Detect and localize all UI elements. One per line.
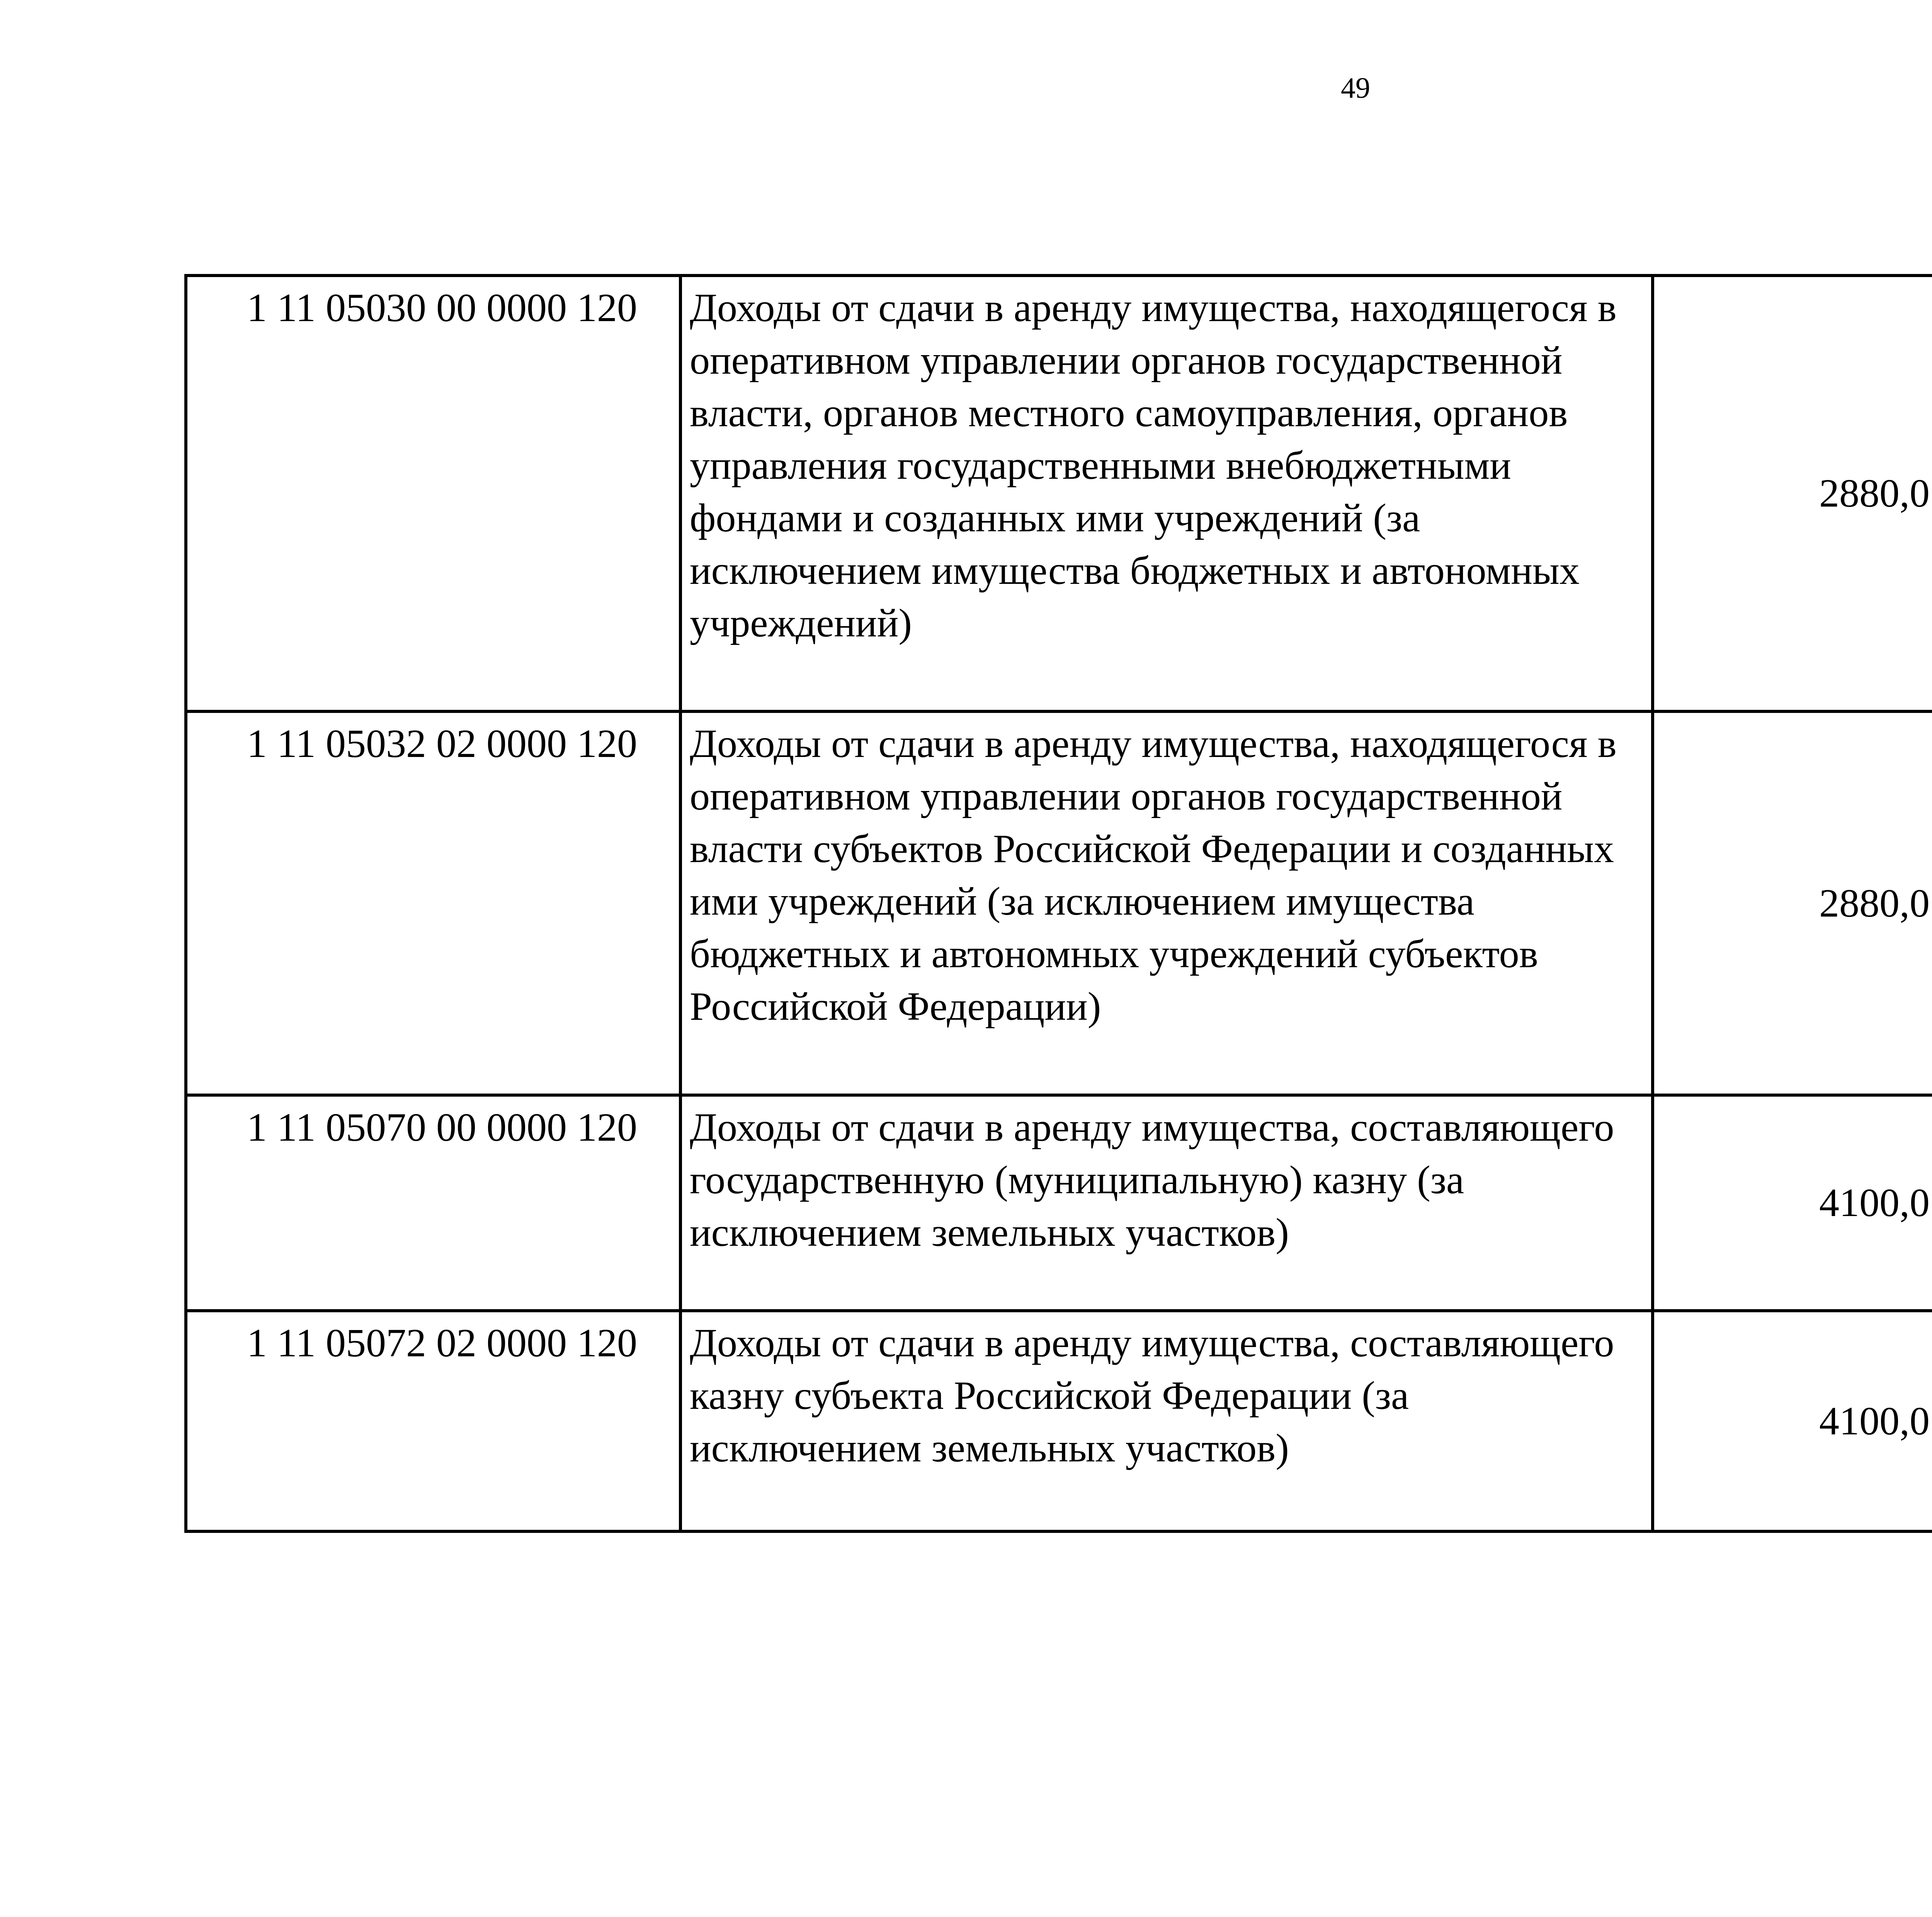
- table-row: [186, 1311, 1932, 1531]
- description-cell: Доходы от сдачи в аренду имущества, находящегося в оперативном управлении органов государственной власти, органов местного самоуправления, органов управления государственными внебюджетными фондами и созданных ими учреждений (за исключением имущества бюджетных и автономных учреждений): [680, 276, 1653, 711]
- description-cell: Доходы от сдачи в аренду имущества, составляющего казну субъекта Российской Федерации (за исключением земельных участков): [680, 1311, 1653, 1531]
- table-row: [186, 711, 1932, 1095]
- page-number: 49: [1341, 72, 1370, 104]
- table-row: [186, 276, 1932, 711]
- amount-cell-year-1: 2880,0: [1653, 276, 1932, 711]
- amount-cell-year-1: 2880,0: [1653, 711, 1932, 1095]
- budget-code-cell: 1 11 05030 00 0000 120: [186, 276, 680, 711]
- budget-code-cell: 1 11 05070 00 0000 120: [186, 1095, 680, 1311]
- budget-code-cell: 1 11 05032 02 0000 120: [186, 711, 680, 1095]
- revenue-table: [184, 274, 1932, 1533]
- description-cell: Доходы от сдачи в аренду имущества, находящегося в оперативном управлении органов государственной власти субъектов Российской Федерации и созданных ими учреждений (за исключением имущества бюджетных и автономных учреждений субъектов Российской Федерации): [680, 711, 1653, 1095]
- description-cell: Доходы от сдачи в аренду имущества, составляющего государственную (муниципальную) казну (за исключением земельных участков): [680, 1095, 1653, 1311]
- amount-cell-year-1: 4100,0: [1653, 1095, 1932, 1311]
- table-row: [186, 1095, 1932, 1311]
- amount-cell-year-1: 4100,0: [1653, 1311, 1932, 1531]
- budget-code-cell: 1 11 05072 02 0000 120: [186, 1311, 680, 1531]
